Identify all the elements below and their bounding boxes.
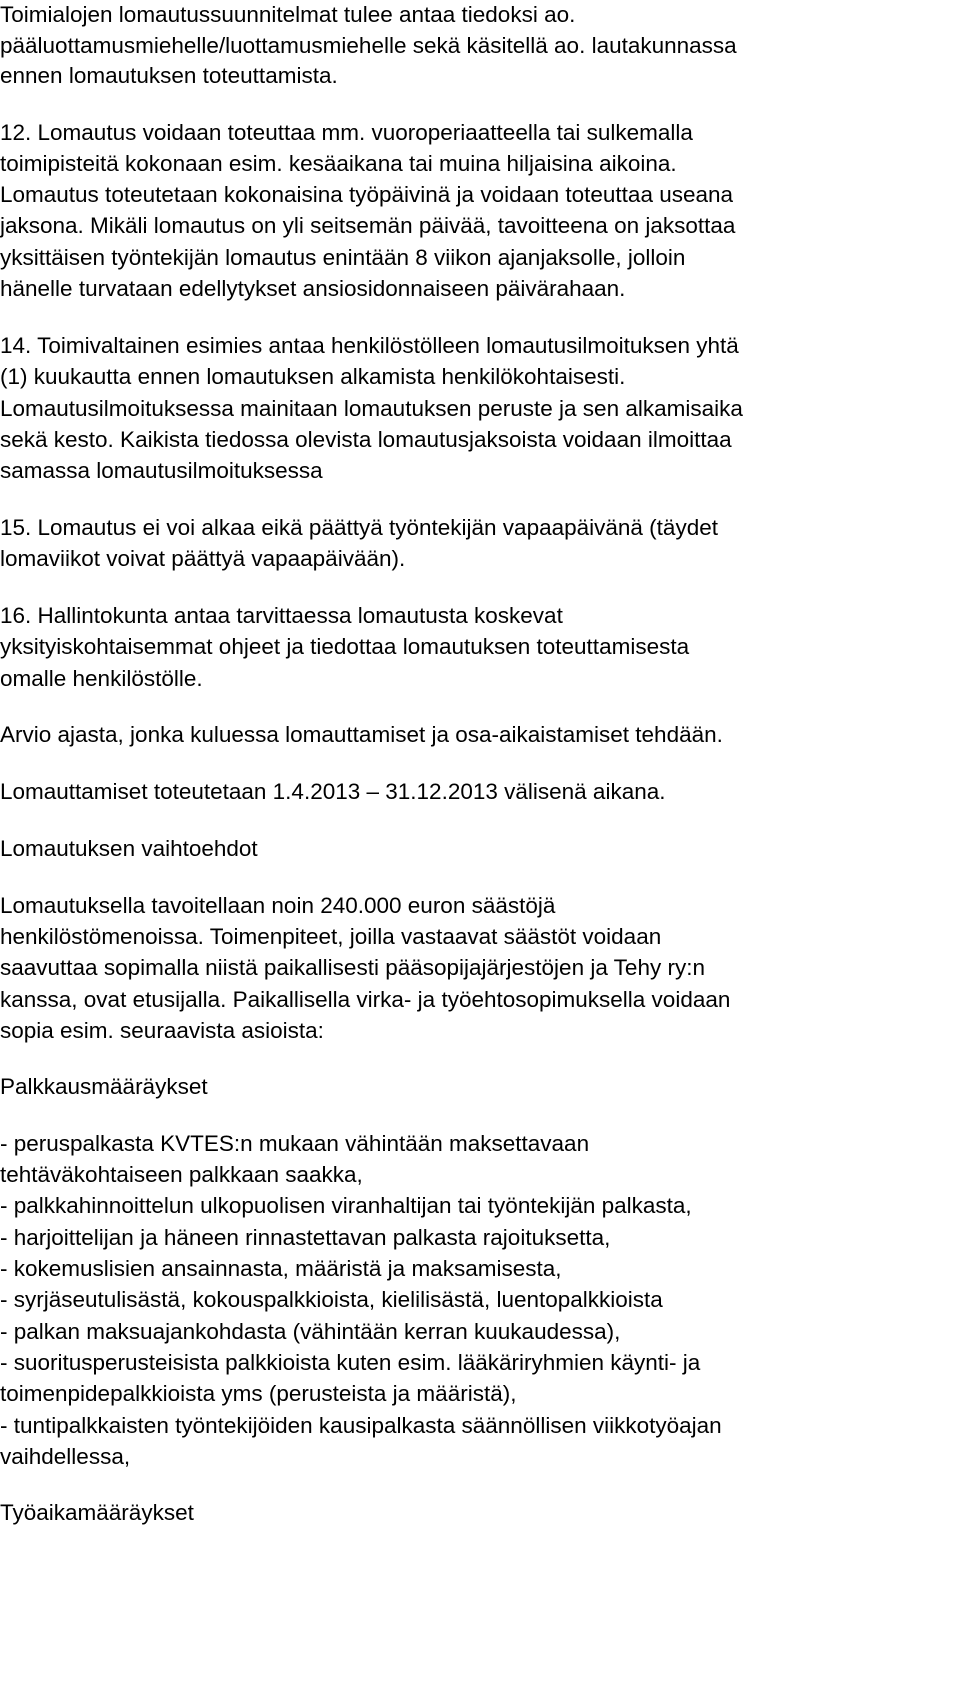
text-line: Arvio ajasta, jonka kuluessa lomauttamiset ja osa-aikaistamiset tehdään. xyxy=(0,722,723,747)
text-line: jaksona. Mikäli lomautus on yli seitsemän päivää, tavoitteena on jaksottaa xyxy=(0,213,736,238)
text-line: Lomautusilmoituksessa mainitaan lomautuksen peruste ja sen alkamisaika xyxy=(0,396,743,421)
list-item: - suoritusperusteisista palkkioista kuten esim. lääkäriryhmien käynti- ja xyxy=(0,1350,701,1375)
text-line: 16. Hallintokunta antaa tarvittaessa lomautusta koskevat xyxy=(0,603,563,628)
text-line: sopia esim. seuraavista asioista: xyxy=(0,1018,324,1043)
text-line: hänelle turvataan edellytykset ansiosidonnaiseen päivärahaan. xyxy=(0,276,626,301)
text-line: (1) kuukautta ennen lomautuksen alkamista henkilökohtaisesti. xyxy=(0,364,626,389)
text-line: samassa lomautusilmoituksessa xyxy=(0,458,323,483)
text-line: toimipisteitä kokonaan esim. kesäaikana tai muina hiljaisina aikoina. xyxy=(0,151,677,176)
list-item: - syrjäseutulisästä, kokouspalkkioista, kielilisästä, luentopalkkioista xyxy=(0,1287,663,1312)
list-item: - palkkahinnoittelun ulkopuolisen viranhaltijan tai työntekijän palkasta, xyxy=(0,1193,692,1218)
text-line: 14. Toimivaltainen esimies antaa henkilöstölleen lomautusilmoituksen yhtä xyxy=(0,333,739,358)
text-line: omalle henkilöstölle. xyxy=(0,666,203,691)
text-line: ennen lomautuksen toteuttamista. xyxy=(0,63,338,88)
list-item: toimenpidepalkkioista yms (perusteista ja määristä), xyxy=(0,1381,517,1406)
list-item: - palkan maksuajankohdasta (vähintään kerran kuukaudessa), xyxy=(0,1319,621,1344)
text-line: kanssa, ovat etusijalla. Paikallisella virka- ja työehtosopimuksella voidaan xyxy=(0,987,731,1012)
text-line: pääluottamusmiehelle/luottamusmiehelle sekä käsitellä ao. lautakunnassa xyxy=(0,33,737,58)
section-heading: Palkkausmääräykset xyxy=(0,1074,208,1099)
text-line: 15. Lomautus ei voi alkaa eikä päättyä työntekijän vapaapäivänä (täydet xyxy=(0,515,718,540)
text-line: Lomauttamiset toteutetaan 1.4.2013 – 31.12.2013 välisenä aikana. xyxy=(0,779,666,804)
text-line: lomaviikot voivat päättyä vapaapäivään). xyxy=(0,546,406,571)
text-line: yksittäisen työntekijän lomautus enintään 8 viikon ajanjaksolle, jolloin xyxy=(0,245,686,270)
list-item: - peruspalkasta KVTES:n mukaan vähintään maksettavaan xyxy=(0,1131,590,1156)
text-line: saavuttaa sopimalla niistä paikallisesti pääsopijajärjestöjen ja Tehy ry:n xyxy=(0,955,705,980)
list-item: vaihdellessa, xyxy=(0,1444,131,1469)
text-line: henkilöstömenoissa. Toimenpiteet, joilla vastaavat säästöt voidaan xyxy=(0,924,662,949)
text-line: sekä kesto. Kaikista tiedossa olevista lomautusjaksoista voidaan ilmoittaa xyxy=(0,427,732,452)
text-line: Lomautus toteutetaan kokonaisina työpäivinä ja voidaan toteuttaa useana xyxy=(0,182,734,207)
text-line: 12. Lomautus voidaan toteuttaa mm. vuoroperiaatteella tai sulkemalla xyxy=(0,120,693,145)
list-item: - harjoittelijan ja häneen rinnastettavan palkasta rajoituksetta, xyxy=(0,1225,611,1250)
section-heading: Työaikamääräykset xyxy=(0,1500,194,1525)
text-line: Lomautuksen vaihtoehdot xyxy=(0,836,258,861)
list-item: tehtäväkohtaiseen palkkaan saakka, xyxy=(0,1162,363,1187)
list-item: - kokemuslisien ansainnasta, määristä ja maksamisesta, xyxy=(0,1256,562,1281)
text-line: Lomautuksella tavoitellaan noin 240.000 euron säästöjä xyxy=(0,893,556,918)
list-item: - tuntipalkkaisten työntekijöiden kausipalkasta säännöllisen viikkotyöajan xyxy=(0,1413,722,1438)
text-line: yksityiskohtaisemmat ohjeet ja tiedottaa lomautuksen toteuttamisesta xyxy=(0,634,690,659)
text-line: Toimialojen lomautussuunnitelmat tulee antaa tiedoksi ao. xyxy=(0,2,576,27)
